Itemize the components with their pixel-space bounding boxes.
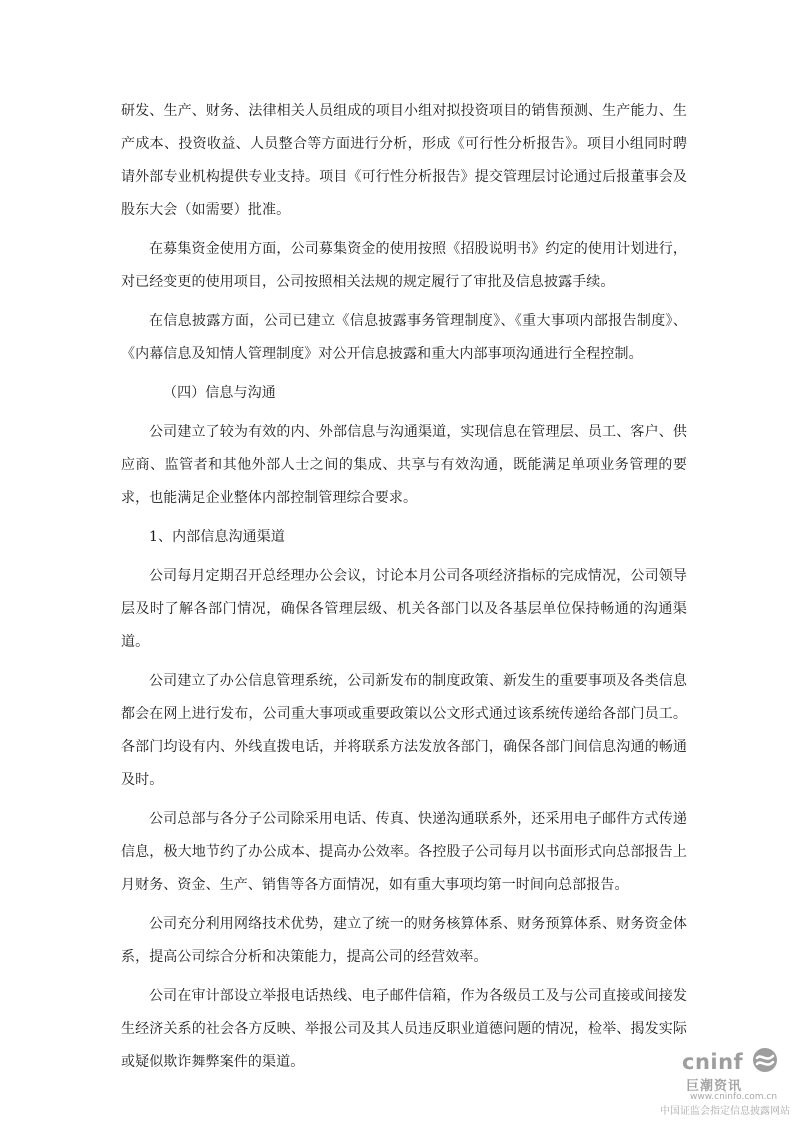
paragraph-office-system: 公司建立了办公信息管理系统，公司新发布的制度政策、新发生的重要事项及各类信息都会在网上进行发布，公司重大事项或重要政策以公文形式通过该系统传递给各部门员工。各部门均设有内、外线直拨电话，并将联系方法发放各部门，确保各部门间信息沟通的畅通及时。 xyxy=(121,673,687,788)
document-body xyxy=(121,95,687,1079)
logo-tagline: 中国证监会指定信息披露网站 xyxy=(660,1106,790,1117)
logo-url: www.cninfo.com.cn xyxy=(690,1092,778,1102)
paragraph-network-tech: 公司充分利用网络技术优势，建立了统一的财务核算体系、财务预算体系、财务资金体系，提高公司综合分析和决策能力，提高公司的经营效率。 xyxy=(121,916,687,965)
paragraph-project-team: 研发、生产、财务、法律相关人员组成的项目小组对拟投资项目的销售预测、生产能力、生产成本、投资收益、人员整合等方面进行分析，形成《可行性分析报告》。项目小组同时聘请外部专业机构提供专业支持。项目《可行性分析报告》提交管理层讨论通过后报董事会及股东大会（如需要）批准。 xyxy=(121,103,687,218)
subheading-internal-channels: 1、内部信息沟通渠道 xyxy=(149,529,285,545)
wave-icon xyxy=(752,1047,778,1073)
paragraph-disclosure: 在信息披露方面，公司已建立《信息披露事务管理制度》、《重大事项内部报告制度》、《内幕信息及知情人管理制度》对公开信息披露和重大内部事项沟通进行全程控制。 xyxy=(121,313,687,362)
paragraph-monthly-meeting: 公司每月定期召开总经理办公会议，讨论本月公司各项经济指标的完成情况，公司领导层及时了解各部门情况，确保各管理层级、机关各部门以及各基层单位保持畅通的沟通渠道。 xyxy=(121,568,687,650)
logo-chinese-name: 巨潮资讯 xyxy=(686,1079,743,1094)
paragraph-whistleblowing: 公司在审计部设立举报电话热线、电子邮件信箱，作为各级员工及与公司直接或间接发生经济关系的社会各方反映、举报公司及其人员违反职业道德问题的情况，检举、揭发实际或疑似欺诈舞弊案件的渠道。 xyxy=(121,988,687,1070)
paragraph-hq-subsidiaries: 公司总部与各分子公司除采用电话、传真、快递沟通联系外，还采用电子邮件方式传递信息，极大地节约了办公成本、提高办公效率。各控股子公司每月以书面形式向总部报告上月财务、资金、生产、销售等各方面情况，如有重大事项均第一时间向总部报告。 xyxy=(121,811,687,893)
paragraph-channels-overview: 公司建立了较为有效的内、外部信息与沟通渠道，实现信息在管理层、员工、客户、供应商、监管者和其他外部人士之间的集成、共享与有效沟通，既能满足单项业务管理的要求，也能满足企业整体内部控制管理综合要求。 xyxy=(121,424,687,506)
paragraph-fund-usage: 在募集资金使用方面，公司募集资金的使用按照《招股说明书》约定的使用计划进行，对已经变更的使用项目，公司按照相关法规的规定履行了审批及信息披露手续。 xyxy=(121,241,687,290)
section-heading-info-communication: （四）信息与沟通 xyxy=(163,385,276,401)
cninfo-watermark-logo xyxy=(640,1030,790,1120)
logo-brand-text: cninf xyxy=(682,1050,744,1074)
